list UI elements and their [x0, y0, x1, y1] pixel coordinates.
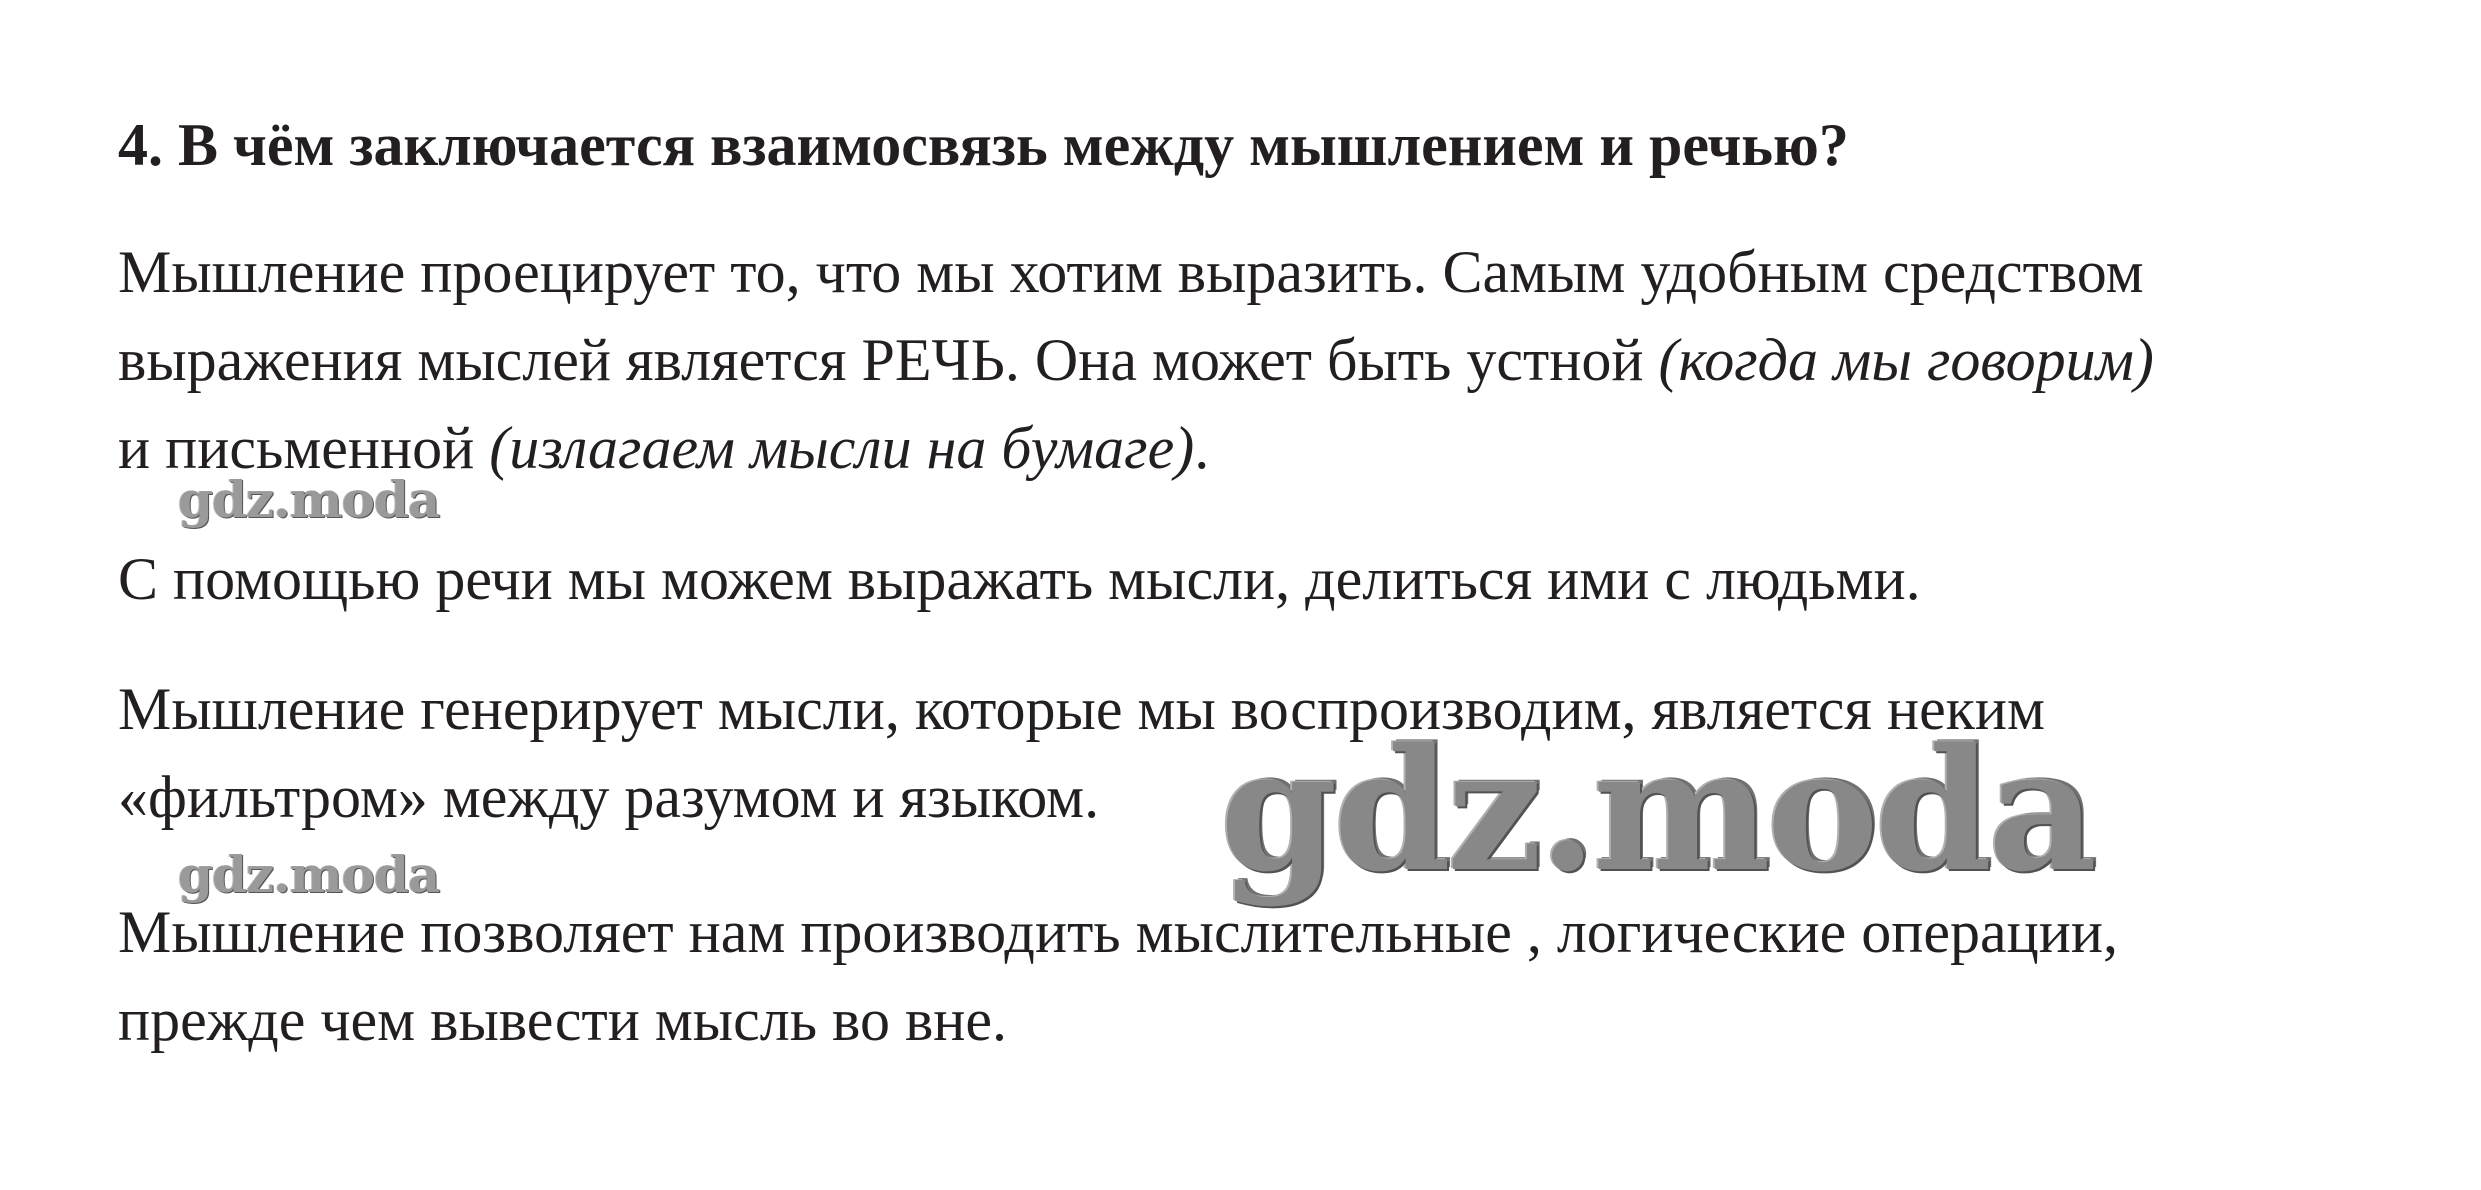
paragraph-1	[118, 228, 2154, 492]
paragraph-italic-note: (когда мы говорим)	[1658, 327, 2154, 393]
paragraph-text: выражения мыслей является РЕЧЬ. Она может быть устной	[118, 327, 1659, 393]
paragraph-text: и письменной	[118, 415, 490, 481]
watermark-logo-small: gdz.moda	[178, 470, 440, 529]
watermark-logo-small: gdz.moda	[178, 845, 440, 904]
paragraph-line: Мышление проецирует то, что мы хотим выразить. Самым удобным средством	[118, 239, 2144, 305]
paragraph-text: .	[1194, 415, 1210, 481]
paragraph-line: С помощью речи мы можем выражать мысли, делиться ими с людьми.	[118, 546, 1921, 612]
paragraph-line: «фильтром» между разумом и языком.	[118, 764, 1100, 830]
paragraph-line: Мышление генерирует мысли, которые мы воспроизводим, является неким	[118, 676, 2046, 742]
paragraph-italic-note: (излагаем мысли на бумаге)	[489, 415, 1195, 481]
paragraph-2	[118, 535, 1921, 623]
paragraph-line	[118, 316, 2154, 404]
watermark-logo-large: gdz.moda	[1220, 711, 2093, 909]
paragraph-line: Мышление позволяет нам производить мыслительные , логические операции,	[118, 899, 2119, 965]
paragraph-line: прежде чем вывести мысль во вне.	[118, 987, 1008, 1053]
question-heading: 4. В чём заключается взаимосвязь между мышлением и речью?	[118, 112, 1849, 178]
paragraph-4	[118, 888, 2118, 1064]
